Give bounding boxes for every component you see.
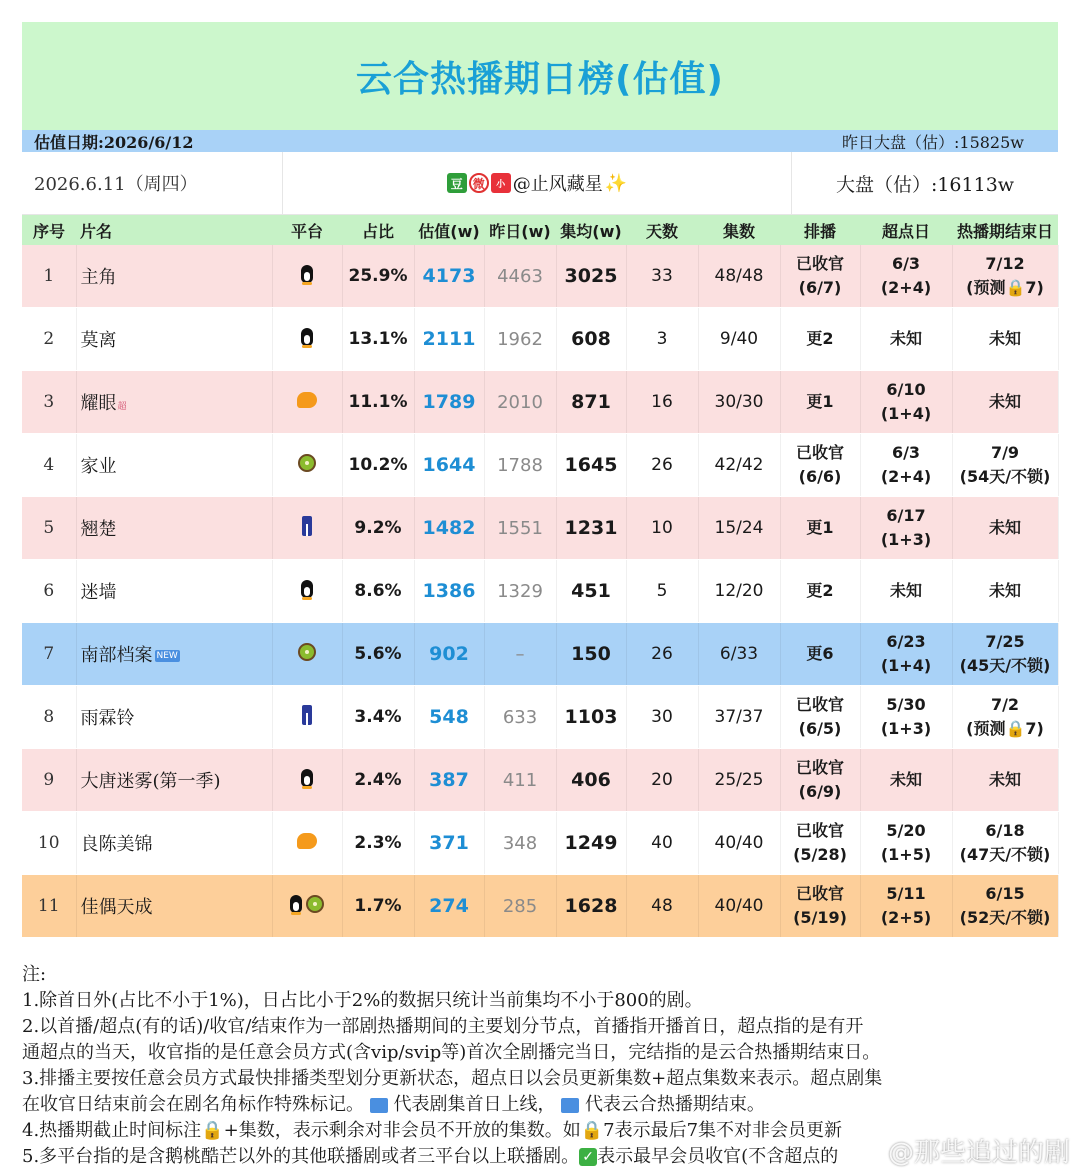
author-handle: @止风藏星 (512, 174, 603, 195)
estimate-cell: 387 (414, 749, 484, 812)
super-line: 6/3 (891, 254, 921, 273)
youku-icon (302, 516, 312, 536)
end-line: (54天/不锁) (959, 467, 1051, 486)
meta-row (22, 130, 1058, 152)
yesterday-cell: 1962 (484, 308, 556, 371)
share-cell: 9.2% (342, 497, 414, 560)
end-cell (952, 497, 1058, 560)
platform-icons (299, 580, 315, 598)
douban-icon: 豆 (447, 173, 467, 193)
header-episodes: 集数 (698, 215, 780, 245)
note-3b-part1: 在收官日结束前会在剧名角标作特殊标记。 (22, 1094, 364, 1115)
watermark: @那些追过的剧 (887, 1138, 1070, 1168)
header-share: 占比 (342, 215, 414, 245)
episodes-cell: 6/33 (698, 623, 780, 686)
episodes-cell: 42/42 (698, 434, 780, 497)
episodes-cell: 37/37 (698, 686, 780, 749)
platform-icons (300, 516, 314, 536)
end-line: (预测🔒7) (966, 278, 1044, 297)
mango-icon (297, 833, 317, 849)
table-row (22, 371, 1058, 434)
avg-cell: 150 (556, 623, 626, 686)
share-cell: 8.6% (342, 560, 414, 623)
rank-cell: 11 (22, 875, 76, 938)
estimate-cell: 274 (414, 875, 484, 938)
platform-cell (272, 875, 342, 938)
table-row (22, 560, 1058, 623)
estimate-date: 估值日期:2026/6/12 (34, 132, 194, 152)
super-line: 6/10 (886, 380, 926, 399)
note-3a: 3.排播主要按任意会员方式最快排播类型划分更新状态，超点日以会员更新集数+超点集数来表示。超点剧集 (22, 1068, 883, 1089)
episodes-cell: 9/40 (698, 308, 780, 371)
rank-cell: 4 (22, 434, 76, 497)
super-line: (1+4) (880, 404, 932, 423)
title-text: 南部档案 (80, 645, 153, 666)
episodes-cell: 15/24 (698, 497, 780, 560)
super-cell (860, 497, 952, 560)
sched-cell (780, 686, 860, 749)
share-cell: 13.1% (342, 308, 414, 371)
platform-icons (299, 328, 315, 346)
platform-cell (272, 308, 342, 371)
avg-cell: 608 (556, 308, 626, 371)
yesterday-cell: 4463 (484, 245, 556, 308)
end-cell (952, 686, 1058, 749)
sched-cell (780, 497, 860, 560)
new-icon (370, 1098, 388, 1113)
header-platform: 平台 (272, 215, 342, 245)
avg-cell: 3025 (556, 245, 626, 308)
kiwi-icon (306, 895, 324, 913)
title-text: 迷墙 (80, 582, 117, 603)
days-cell: 48 (626, 875, 698, 938)
tencent-icon (301, 580, 313, 598)
platform-cell (272, 434, 342, 497)
rank-cell: 2 (22, 308, 76, 371)
yesterday-market: 昨日大盘（估）:15825w (842, 132, 1024, 152)
sparkle-icon: ✨ (604, 172, 628, 194)
platform-icons (299, 265, 315, 283)
title-text: 佳偶天成 (80, 897, 153, 918)
days-cell: 5 (626, 560, 698, 623)
sched-line: 已收官 (795, 443, 844, 462)
days-cell: 20 (626, 749, 698, 812)
title-cell (76, 560, 272, 623)
title-cell (76, 245, 272, 308)
end-line: (47天/不锁) (959, 845, 1051, 864)
super-line: (1+3) (880, 530, 932, 549)
platform-icons (296, 643, 318, 661)
rank-cell: 10 (22, 812, 76, 875)
platform-cell (272, 560, 342, 623)
super-line: 未知 (889, 581, 922, 600)
end-cell (952, 245, 1058, 308)
end-line: 未知 (988, 770, 1021, 789)
end-line: 7/9 (990, 443, 1020, 462)
title-text: 莫离 (80, 330, 117, 351)
header-days: 天数 (626, 215, 698, 245)
super-cell (860, 434, 952, 497)
end-line: 未知 (988, 329, 1021, 348)
sched-line: 已收官 (795, 821, 844, 840)
super-cell (860, 371, 952, 434)
estimate-cell: 1644 (414, 434, 484, 497)
table-row (22, 308, 1058, 371)
check-icon: ✓ (579, 1148, 597, 1166)
days-cell: 3 (626, 308, 698, 371)
title-cell (76, 623, 272, 686)
share-cell: 5.6% (342, 623, 414, 686)
super-cell (860, 875, 952, 938)
title-cell (76, 434, 272, 497)
avg-cell: 1628 (556, 875, 626, 938)
platform-icons (295, 833, 319, 849)
info-row (22, 152, 1058, 215)
sched-line: 已收官 (795, 884, 844, 903)
note-4-part2: +集数，表示剩余对非会员不开放的集数。如 (223, 1120, 581, 1141)
super-line: (1+4) (880, 656, 932, 675)
ranking-table (22, 215, 1059, 938)
share-cell: 1.7% (342, 875, 414, 938)
super-cell (860, 812, 952, 875)
page-title: 云合热播期日榜(估值) (356, 58, 724, 100)
header-avg: 集均(w) (556, 215, 626, 245)
yesterday-cell: 1329 (484, 560, 556, 623)
table-row (22, 749, 1058, 812)
title-cell (76, 812, 272, 875)
super-cell (860, 686, 952, 749)
estimate-cell: 2111 (414, 308, 484, 371)
super-cell (860, 308, 952, 371)
yesterday-cell: 1788 (484, 434, 556, 497)
note-3b-part3: 代表云合热播期结束。 (584, 1094, 765, 1115)
platform-cell (272, 497, 342, 560)
estimate-cell: 4173 (414, 245, 484, 308)
end-line: (52天/不锁) (959, 908, 1051, 927)
end-line: 7/12 (985, 254, 1025, 273)
super-cell (860, 245, 952, 308)
end-cell (952, 749, 1058, 812)
title-text: 大唐迷雾(第一季) (80, 771, 221, 792)
end-line: 6/15 (985, 884, 1025, 903)
sched-cell (780, 623, 860, 686)
platform-cell (272, 812, 342, 875)
episodes-cell: 12/20 (698, 560, 780, 623)
estimate-cell: 902 (414, 623, 484, 686)
sched-line: 更6 (806, 644, 834, 663)
note-4-part3: 7表示最后7集不对非会员更新 (603, 1120, 843, 1141)
sched-cell (780, 875, 860, 938)
title-cell (76, 686, 272, 749)
tencent-icon (301, 769, 313, 787)
sched-cell (780, 560, 860, 623)
end-line: 7/25 (985, 632, 1025, 651)
share-cell: 2.4% (342, 749, 414, 812)
kiwi-icon (298, 454, 316, 472)
author-handle-block (283, 152, 792, 214)
end-cell (952, 812, 1058, 875)
days-cell: 26 (626, 623, 698, 686)
end-line: 未知 (988, 581, 1021, 600)
note-4-part1: 4.热播期截止时间标注 (22, 1120, 202, 1141)
super-line: 5/20 (886, 821, 926, 840)
sched-line: 更1 (806, 392, 834, 411)
rank-cell: 8 (22, 686, 76, 749)
sched-cell (780, 434, 860, 497)
days-cell: 26 (626, 434, 698, 497)
title-text: 雨霖铃 (80, 708, 135, 729)
rank-cell: 3 (22, 371, 76, 434)
days-cell: 10 (626, 497, 698, 560)
end-line: 7/2 (990, 695, 1020, 714)
super-line: 未知 (889, 329, 922, 348)
days-cell: 30 (626, 686, 698, 749)
lock-icon: 🔒 (201, 1120, 224, 1141)
header-end-day: 热播期结束日 (952, 215, 1058, 245)
note-1: 1.除首日外(占比不小于1%)，日占比小于2%的数据只统计当前集均不小于800的剧。 (22, 990, 703, 1011)
end-line: (45天/不锁) (959, 656, 1051, 675)
super-line: 5/30 (886, 695, 926, 714)
avg-cell: 406 (556, 749, 626, 812)
end-cell (952, 623, 1058, 686)
super-line: (1+5) (880, 845, 932, 864)
end-line: 未知 (988, 392, 1021, 411)
share-cell: 25.9% (342, 245, 414, 308)
table-row (22, 434, 1058, 497)
table-row (22, 812, 1058, 875)
note-3b-part2: 代表剧集首日上线， (393, 1094, 556, 1115)
end-cell (952, 434, 1058, 497)
rank-cell: 7 (22, 623, 76, 686)
today-market: 大盘（估）:16113w (835, 173, 1015, 196)
super-line: (2+5) (880, 908, 932, 927)
end-cell (952, 560, 1058, 623)
avg-cell: 1103 (556, 686, 626, 749)
platform-icons (299, 769, 315, 787)
header-yesterday: 昨日(w) (484, 215, 556, 245)
platform-cell (272, 371, 342, 434)
sched-line: 已收官 (795, 758, 844, 777)
super-cell (860, 623, 952, 686)
yesterday-cell: 633 (484, 686, 556, 749)
note-2a: 2.以首播/超点(有的话)/收官/结束作为一部剧热播期间的主要划分节点，首播指开播首日，超点指的是有开 (22, 1016, 864, 1037)
platform-cell (272, 749, 342, 812)
avg-cell: 871 (556, 371, 626, 434)
episodes-cell: 30/30 (698, 371, 780, 434)
end-line: 6/18 (985, 821, 1025, 840)
end-cell (952, 371, 1058, 434)
header-rank: 序号 (22, 215, 76, 245)
rank-cell: 1 (22, 245, 76, 308)
sched-line: (5/28) (793, 845, 847, 864)
platform-cell (272, 623, 342, 686)
header-schedule: 排播 (780, 215, 860, 245)
episodes-cell: 25/25 (698, 749, 780, 812)
super-line: 5/11 (886, 884, 926, 903)
sched-line: (6/6) (798, 467, 842, 486)
xiaohongshu-icon: 小 (491, 173, 511, 193)
note-5-part1: 5.多平台指的是含鹅桃酷芒以外的其他联播剧或者三平台以上联播剧。 (22, 1146, 580, 1167)
lock-icon: 🔒 (580, 1120, 604, 1141)
tencent-icon (290, 895, 302, 913)
share-cell: 2.3% (342, 812, 414, 875)
rank-cell: 6 (22, 560, 76, 623)
note-2b: 通超点的当天，收官指的是任意会员方式(含vip/svip等)首次全剧播完当日，完结指的是云合热播期结束日。 (22, 1042, 881, 1063)
sched-cell (780, 245, 860, 308)
ranking-sheet (22, 22, 1058, 938)
end-line: 未知 (988, 518, 1021, 537)
rank-cell: 5 (22, 497, 76, 560)
header-super-day: 超点日 (860, 215, 952, 245)
platform-icons (296, 454, 318, 472)
header-estimate: 估值(w) (414, 215, 484, 245)
end-icon (561, 1098, 579, 1113)
sched-line: (5/19) (793, 908, 847, 927)
title-text: 良陈美锦 (80, 834, 153, 855)
title-bar (22, 22, 1058, 130)
notes-heading: 注: (22, 964, 47, 985)
super-cell (860, 560, 952, 623)
days-cell: 40 (626, 812, 698, 875)
avg-cell: 1231 (556, 497, 626, 560)
platform-cell (272, 245, 342, 308)
super-line: 未知 (889, 770, 922, 789)
new-badge: NEW (156, 651, 178, 661)
super-line: 6/17 (886, 506, 926, 525)
sched-cell (780, 812, 860, 875)
end-cell (952, 308, 1058, 371)
title-text: 家业 (80, 456, 117, 477)
share-cell: 11.1% (342, 371, 414, 434)
share-cell: 10.2% (342, 434, 414, 497)
super-line: (1+3) (880, 719, 932, 738)
table-row (22, 245, 1058, 308)
note-3b (22, 1092, 1062, 1118)
tencent-icon (301, 265, 313, 283)
youku-icon (302, 705, 312, 725)
avg-cell: 1249 (556, 812, 626, 875)
title-text: 主角 (80, 267, 117, 288)
super-line: 6/23 (886, 632, 926, 651)
kiwi-icon (298, 643, 316, 661)
sched-line: 更1 (806, 518, 834, 537)
title-cell (76, 875, 272, 938)
platform-icons (288, 895, 326, 913)
platform-icons (300, 705, 314, 725)
yesterday-cell: – (484, 623, 556, 686)
avg-cell: 1645 (556, 434, 626, 497)
yesterday-cell: 348 (484, 812, 556, 875)
title-cell (76, 749, 272, 812)
yesterday-cell: 285 (484, 875, 556, 938)
days-cell: 33 (626, 245, 698, 308)
sched-line: (6/9) (798, 782, 842, 801)
share-cell: 3.4% (342, 686, 414, 749)
header-name: 片名 (76, 215, 272, 245)
sched-cell (780, 308, 860, 371)
sched-line: (6/5) (798, 719, 842, 738)
super-cell (860, 749, 952, 812)
title-cell (76, 371, 272, 434)
yesterday-cell: 2010 (484, 371, 556, 434)
broadcast-date: 2026.6.11（周四） (22, 152, 283, 214)
episodes-cell: 48/48 (698, 245, 780, 308)
estimate-cell: 1386 (414, 560, 484, 623)
end-line: (预测🔒7) (966, 719, 1044, 738)
mango-icon (297, 392, 317, 408)
sched-cell (780, 371, 860, 434)
sched-line: 已收官 (795, 695, 844, 714)
platform-cell (272, 686, 342, 749)
title-text: 耀眼 (80, 393, 117, 414)
platform-icons (295, 392, 319, 408)
days-cell: 16 (626, 371, 698, 434)
yesterday-cell: 411 (484, 749, 556, 812)
yesterday-cell: 1551 (484, 497, 556, 560)
table-row (22, 623, 1058, 686)
tencent-icon (301, 328, 313, 346)
note-5-part2: 表示最早会员收官(不含超点的 (597, 1146, 839, 1167)
sched-line: (6/7) (798, 278, 842, 297)
super-line: (2+4) (880, 278, 932, 297)
sched-line: 更2 (806, 581, 834, 600)
table-row (22, 875, 1058, 938)
sched-line: 更2 (806, 329, 834, 348)
estimate-cell: 1482 (414, 497, 484, 560)
title-cell (76, 308, 272, 371)
estimate-cell: 1789 (414, 371, 484, 434)
end-cell (952, 875, 1058, 938)
weibo-icon: 微 (469, 173, 489, 193)
title-cell (76, 497, 272, 560)
super-mark: 超 (117, 402, 127, 412)
sched-cell (780, 749, 860, 812)
avg-cell: 451 (556, 560, 626, 623)
estimate-cell: 548 (414, 686, 484, 749)
episodes-cell: 40/40 (698, 875, 780, 938)
rank-cell: 9 (22, 749, 76, 812)
estimate-cell: 371 (414, 812, 484, 875)
super-line: 6/3 (891, 443, 921, 462)
table-row (22, 497, 1058, 560)
sched-line: 已收官 (795, 254, 844, 273)
table-header-row (22, 215, 1058, 245)
super-line: (2+4) (880, 467, 932, 486)
table-row (22, 686, 1058, 749)
episodes-cell: 40/40 (698, 812, 780, 875)
title-text: 翘楚 (80, 519, 117, 540)
